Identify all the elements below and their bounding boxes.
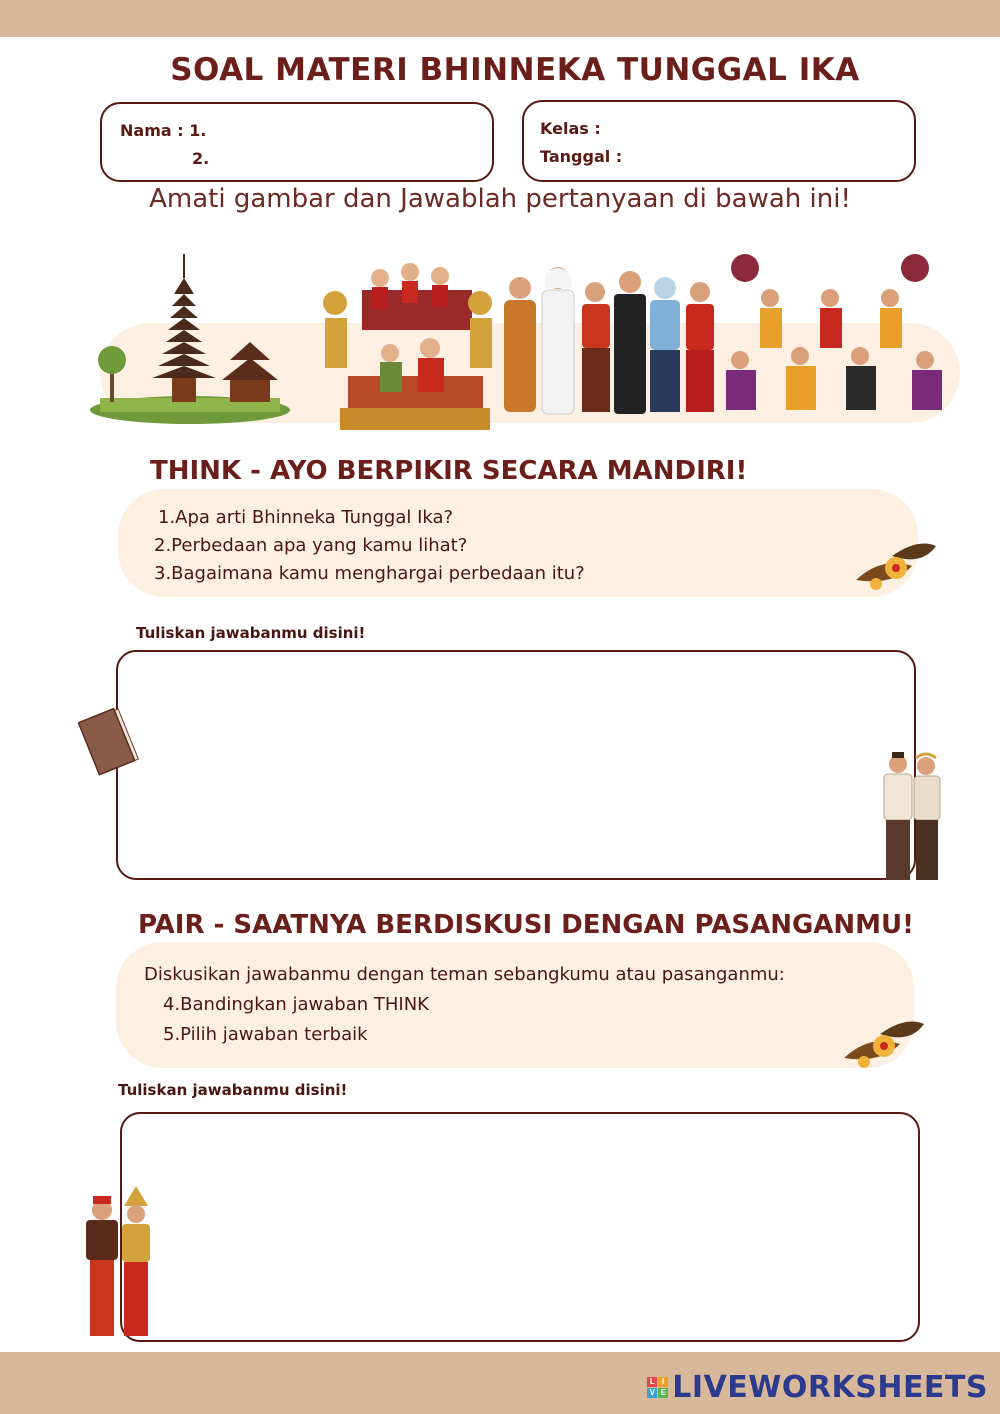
instruction-text: Amati gambar dan Jawablah pertanyaan di bawah ini! (149, 184, 851, 214)
think-answer-label: Tuliskan jawabanmu disini! (136, 624, 366, 642)
name-box (100, 102, 494, 182)
cultural-diversity-illustration (80, 248, 960, 438)
traditional-couple-icon (876, 750, 948, 886)
balinese-couple-icon (80, 1186, 156, 1342)
pair-heading: PAIR - SAATNYA BERDISKUSI DENGAN PASANGANMU! (138, 910, 915, 940)
kelas-label: Kelas : (540, 119, 601, 138)
liveworksheets-brand: LIVEWORKSHEETS (672, 1370, 988, 1405)
liveworksheets-logo[interactable] (647, 1370, 988, 1405)
tanggal-label: Tanggal : (540, 147, 623, 166)
think-heading: THINK - AYO BERPIKIR SECARA MANDIRI! (150, 456, 748, 486)
pair-step-4: 4.Bandingkan jawaban THINK (163, 994, 429, 1015)
nama-second-label: 2. (192, 149, 210, 168)
liveworksheets-badge-icon: L I V E (647, 1377, 668, 1398)
pair-step-5: 5.Pilih jawaban terbaik (163, 1024, 368, 1045)
think-answer-box[interactable] (116, 650, 916, 880)
nama-label: Nama : 1. (120, 121, 207, 140)
page-title: SOAL MATERI BHINNEKA TUNGGAL IKA (170, 52, 860, 88)
top-band (0, 0, 1000, 37)
flower-ornament-icon (852, 536, 938, 598)
think-question-1: 1.Apa arti Bhinneka Tunggal Ika? (158, 507, 454, 528)
think-question-3: 3.Bagaimana kamu menghargai perbedaan itu? (154, 563, 585, 584)
pair-answer-label: Tuliskan jawabanmu disini! (118, 1081, 348, 1099)
pair-answer-box[interactable] (120, 1112, 920, 1342)
flower-ornament-icon (840, 1012, 926, 1076)
think-question-2: 2.Perbedaan apa yang kamu lihat? (154, 535, 468, 556)
class-box (522, 100, 916, 182)
book-icon (78, 706, 144, 778)
pair-intro: Diskusikan jawabanmu dengan teman sebangkumu atau pasanganmu: (144, 964, 785, 985)
